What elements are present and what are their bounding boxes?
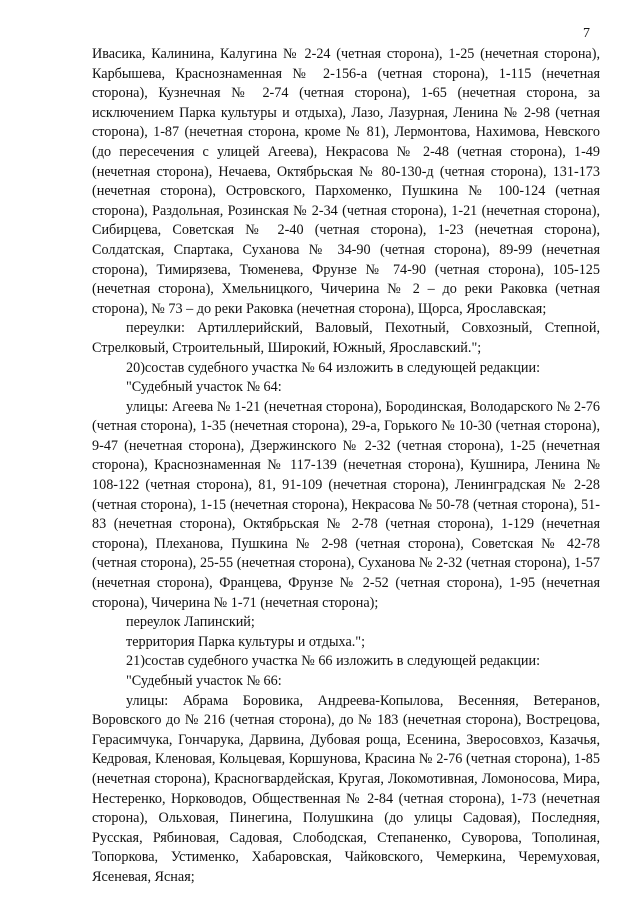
paragraph-section-64-streets: улицы: Агеева № 1-21 (нечетная сторона), Бородинская, Володарского № 2-76 (четная сторона), 1-35 (нечетная сторона), 29-а, Горького № 10-30 (четная сторона), 9-47 (нечетная сторона), Дзержинского № 2-32 (четная сторона), 1-25 (нечетная сторона), Краснознаменная № 117-139 (нечетная сторона), Кушнира, Ленина № 108-122 (четная сторона), 81, 91-109 (нечетная сторона), Ленинградская № 2-28 (четная сторона), 1-15 (нечетная сторона), Некрасова № 50-78 (четная сторона), 51-83 (нечетная сторона), Октябрьская № 2-78 (четная сторона), 1-129 (нечетная сторона), Плеханова, Пушкина № 2-98 (четная сторона), Советская № 42-78 (четная сторона), 25-55 (нечетная сторона), Суханова № 2-32 (четная сторона), 1-57 (нечетная сторона), Францева, Фрунзе № 2-52 (четная сторона), 1-95 (нечетная сторона), Чичерина № 1-71 (нечетная сторона); [92,398,600,611]
paragraph-section-66-streets: улицы: Абрама Боровика, Андреева-Копылова, Весенняя, Ветеранов, Воровского до № 216 (четная сторона), до № 183 (нечетная сторона), Вострецова, Герасимчука, Гончарука, Дарвина, Дубовая роща, Есенина, Зверосовхоз, Казачья, Кедровая, Кленовая, Кольцевая, Коршунова, Красина № 2-76 (четная сторона), 1-85 (нечетная сторона), Красногвардейская, Кругая, Локомотивная, Ломоносова, Мира, Нестеренко, Норководов, Общественная № 2-84 (четная сторона), 1-73 (нечетная сторона), Ольховая, Пинегина, Полушкина (до улицы Садовая), Последняя, Русская, Рябиновая, Садовая, Слободская, Степаненко, Суворова, Тополиная, Топоркова, Устименко, Хабаровская, Чайковского, Чемеркина, Черемуховая, Ясеневая, Ясная; [92,692,600,885]
page-number: 7 [583,26,590,41]
paragraph-streets-continued: Ивасика, Калинина, Калугина № 2-24 (четная сторона), 1-25 (нечетная сторона), Карбышева, Краснознаменная № 2-156-а (четная сторона), 1-115 (нечетная сторона), Кузнечная № 2-74 (четная сторона), 1-65 (нечетная сторона, за исключением Парка культуры и отдыха), Лазо, Лазурная, Ленина № 2-98 (четная сторона), 1-87 (нечетная сторона, кроме № 81), Лермонтова, Нахимова, Невского (до пересечения с улицей Агеева), Некрасова № 2-48 (четная сторона), 1-49 (нечетная сторона), Нечаева, Октябрьская № 80-130-д (четная сторона), 131-173 (нечетная сторона), Островского, Пархоменко, Пушкина № 100-124 (четная сторона), Раздольная, Розинская № 2-34 (четная сторона), 1-21 (нечетная сторона), Сибирцева, Советская № 2-40 (четная сторона), 1-23 (нечетная сторона), Солдатская, Спартака, Суханова № 34-90 (четная сторона), 89-99 (нечетная сторона), Тимирязева, Тюменева, Фрунзе № 74-90 (четная сторона), 105-125 (нечетная сторона), Хмельницкого, Чичерина № 2 – до реки Раковка (четная сторона), № 73 – до реки Раковка (нечетная сторона), Щорса, Ярославская; [92,46,600,317]
document-body [92,45,600,888]
paragraph-section-64-territory: территория Парка культуры и отдыха."; [126,633,366,650]
paragraph-lanes: переулки: Артиллерийский, Валовый, Пехотный, Совхозный, Степной, Стрелковый, Строительный, Широкий, Южный, Ярославский."; [92,320,600,356]
paragraph-item-20: 20)состав судебного участка № 64 изложить в следующей редакции: [126,359,541,376]
paragraph-section-64-title: "Судебный участок № 64: [126,379,282,396]
paragraph-section-66-title: "Судебный участок № 66: [126,673,282,689]
paragraph-item-21: 21)состав судебного участка № 66 изложить в следующей редакции: [126,653,541,670]
paragraph-section-64-lane: переулок Лапинский; [126,614,255,631]
